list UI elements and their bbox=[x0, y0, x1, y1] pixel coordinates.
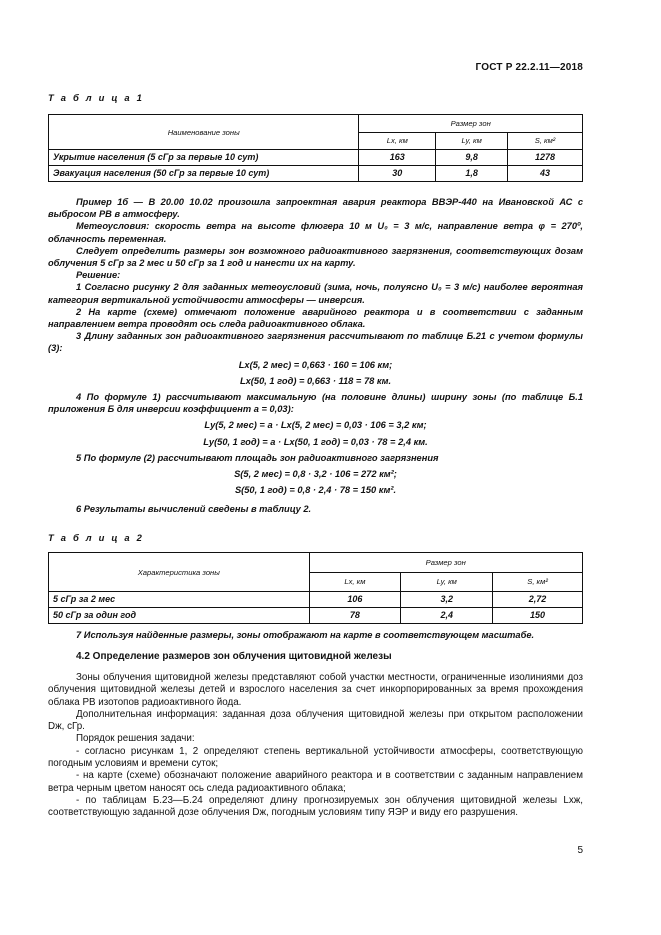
table2-caption: Т а б л и ц а 2 bbox=[48, 532, 145, 543]
table2 bbox=[48, 552, 583, 624]
formula-2: Lx(50, 1 год) = 0,663 · 118 = 78 км. bbox=[239, 375, 392, 386]
table1-caption: Т а б л и ц а 1 bbox=[48, 92, 145, 103]
standard-header: ГОСТ Р 22.2.11—2018 bbox=[475, 62, 583, 73]
section-p1: Зоны облучения щитовидной железы представляют собой участки местности, ограниченные изолиниями доз облучения щитовидной железы детей и взрослого населения за счет инкорпорированных за время прохождения облака РВ изотопов радиоактивного йода. bbox=[48, 672, 583, 708]
table1 bbox=[48, 114, 583, 182]
example-p5: 1 Согласно рисунку 2 для заданных метеоусловий (зима, ночь, полуясно U₀ = 3 м/с) наиболее вероятная категория вертикальной устойчивости атмосферы — инверсия. bbox=[48, 282, 583, 305]
table-row: 5 сГр за 2 мес 106 3,2 2,72 bbox=[49, 592, 583, 608]
formula-3: Ly(5, 2 мес) = a · Lx(5, 2 мес) = 0,03 · 106 = 3,2 км; bbox=[204, 420, 427, 431]
example-p1: Пример 1б — В 20.00 10.02 произошла запроектная авария реактора ВВЭР-440 на Ивановской АС с выбросом РВ в атмосферу. bbox=[48, 197, 583, 220]
table-row: Укрытие населения (5 сГр за первые 10 сут) 163 9,8 1278 bbox=[49, 150, 583, 166]
table2-col-group: Размер зон bbox=[309, 553, 582, 573]
example-p4: Решение: bbox=[76, 270, 121, 281]
section-p4: - согласно рисункам 1, 2 определяют степень вертикальной устойчивости атмосферы, соответствующую погодным условиям и времени суток; bbox=[48, 745, 583, 770]
table2-note: 7 Используя найденные размеры, зоны отображают на карте в соответствующем масштабе. bbox=[76, 630, 535, 640]
page-number: 5 bbox=[577, 845, 583, 856]
table2-col-s: S, км² bbox=[493, 572, 583, 592]
table1-col-s: S, км² bbox=[508, 132, 583, 150]
table1-col-ly: Ly, км bbox=[436, 132, 508, 150]
formula-1: Lx(5, 2 мес) = 0,663 · 160 = 106 км; bbox=[238, 359, 393, 370]
section-p2: Дополнительная информация: заданная доза облучения щитовидной железы при открытом расположении Dж, сГр. bbox=[48, 708, 583, 733]
table1-col-group: Размер зон bbox=[359, 115, 583, 133]
table2-col-ly: Ly, км bbox=[401, 572, 493, 592]
section-p3: Порядок решения задачи: bbox=[76, 733, 195, 745]
table-row: 50 сГр за один год 78 2,4 150 bbox=[49, 608, 583, 624]
example-p7: 3 Длину заданных зон радиоактивного загрязнения рассчитывают по таблице Б.21 с учетом формулы (3): bbox=[48, 331, 583, 354]
formula-4: Ly(50, 1 год) = a · Lx(50, 1 год) = 0,03 · 78 = 2,4 км. bbox=[203, 436, 428, 447]
table1-col-name: Наименование зоны bbox=[49, 115, 359, 150]
formula-5: S(5, 2 мес) = 0,8 · 3,2 · 106 = 272 км²; bbox=[234, 469, 397, 480]
example-p6: 2 На карте (схеме) отмечают положение аварийного реактора и в соответствии с заданным направлением ветра проводят ось следа радиоактивного облака. bbox=[48, 306, 583, 330]
table-row: Эвакуация населения (50 сГр за первые 10 сут) 30 1,8 43 bbox=[49, 166, 583, 182]
section-p6: - по таблицам Б.23—Б.24 определяют длину прогнозируемых зон облучения щитовидной железы Lхж, соответствующую заданной дозе облучения Dж, погодным условиям типу ЯЭР и виду его разрушения. bbox=[48, 794, 583, 819]
example-p10: 6 Результаты вычислений сведены в таблицу 2. bbox=[76, 504, 312, 515]
example-block bbox=[48, 196, 583, 516]
example-p9: 5 По формуле (2) рассчитывают площадь зон радиоактивного загрязнения bbox=[76, 452, 439, 463]
table1-col-lx: Lx, км bbox=[359, 132, 436, 150]
table2-col-lx: Lx, км bbox=[309, 572, 401, 592]
example-p8: 4 По формуле 1) рассчитывают максимальную (на половине длины) ширину зоны (по таблице Б.1 приложения Б для инверсии коэффициент a = 0,03): bbox=[48, 392, 583, 415]
section-p5: - на карте (схеме) обозначают положение аварийного реактора и в соответствии с заданным направлением ветра черным цветом наносят ось следа радиоактивного облака; bbox=[48, 770, 583, 794]
formula-6: S(50, 1 год) = 0,8 · 2,4 · 78 = 150 км². bbox=[234, 485, 397, 496]
example-p3: Следует определить размеры зон возможного радиоактивного загрязнения, соответствующих дозам облучения 5 сГр за 2 мес и 50 сГр за 1 год и нанести их на карту. bbox=[48, 245, 583, 269]
table2-note-block bbox=[48, 629, 583, 641]
section-title: 4.2 Определение размеров зон облучения щитовидной железы bbox=[76, 651, 392, 662]
section-body bbox=[48, 672, 583, 820]
example-p2: Метеоусловия: скорость ветра на высоте флюгера 10 м U₀ = 3 м/с, направление ветра φ = 270º, облачность переменная. bbox=[48, 221, 583, 244]
table2-col-name: Характеристика зоны bbox=[49, 553, 310, 592]
